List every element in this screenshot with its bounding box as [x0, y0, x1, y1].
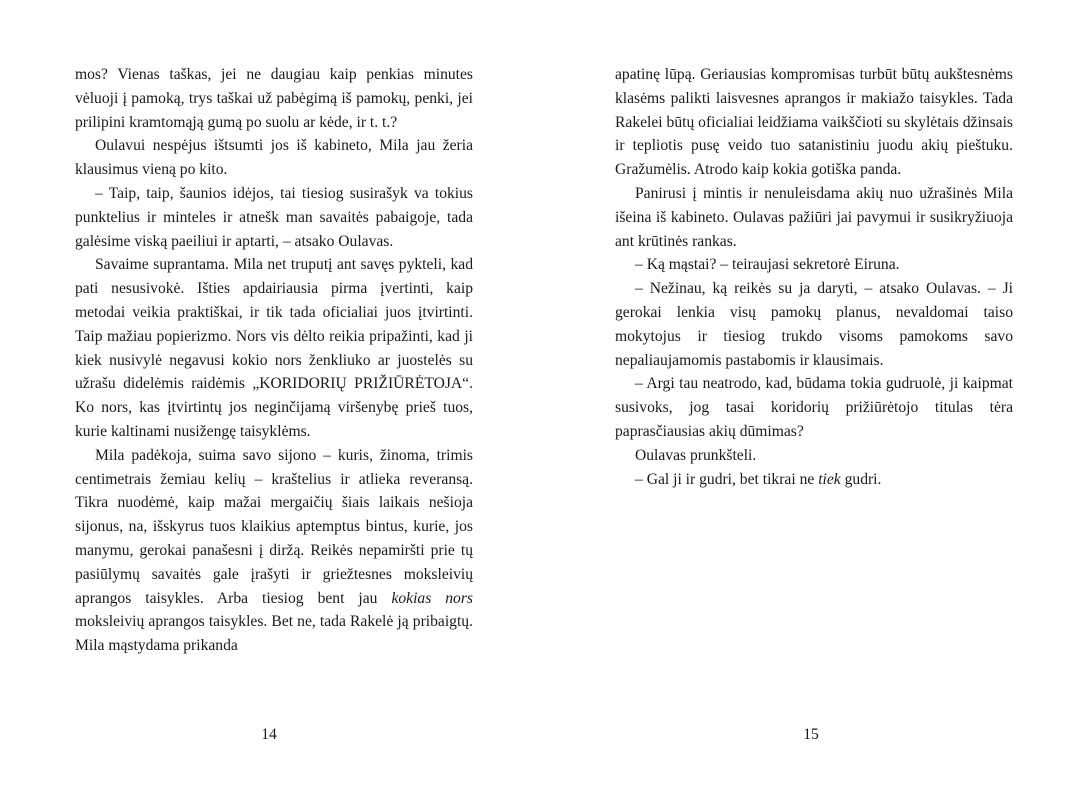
paragraph-text: gudri.: [840, 470, 882, 488]
paragraph: [75, 134, 473, 182]
paragraph-text: moksleivių aprangos taisykles. Bet ne, tada Rakelė ją pribaigtų. Mila mąstydama prikanda: [75, 613, 473, 655]
paragraph-text: – Taip, taip, šaunios idėjos, tai tiesiog susirašyk va tokius punktelius ir minteles ir atnešk man savaitės pabaigoje, tada galėsime viską paeiliui ir aptarti, – atsako Oulavas.: [75, 184, 473, 250]
paragraph: [75, 63, 473, 134]
paragraph-text: – Nežinau, ką reikės su ja daryti, – atsako Oulavas. – Ji gerokai lenkia visų pamokų planus, nevaldomai taiso mokytojus ir tiesiog trukdo visoms pamokoms savo nepaliaujamomis pastabomis ir klausimais.: [615, 280, 1013, 369]
paragraph: [615, 253, 1013, 277]
paragraph: [615, 182, 1013, 253]
paragraph: [615, 372, 1013, 443]
paragraph: [615, 63, 1013, 182]
paragraph-text: Oulavas prunkšteli.: [635, 446, 757, 464]
paragraph: [615, 444, 1013, 468]
left-page-text: [75, 63, 473, 658]
paragraph: [75, 253, 473, 443]
right-page-text: [615, 63, 1013, 491]
paragraph: [75, 182, 473, 253]
left-page-number: 14: [261, 726, 277, 743]
right-page: [540, 0, 1079, 800]
paragraph: [615, 277, 1013, 372]
italic-text: tiek: [818, 470, 841, 488]
paragraph-text: apatinę lūpą. Geriausias kompromisas turbūt būtų aukštesnėms klasėms palikti laisvesnes aprangos ir makiažo taisykles. Tada Rakelei būtų oficialiai leidžiama vaikščioti su skylėtais džinsais ir tepliotis pusę veido tuo satanistiniu juodu akių pieštuku. Gražumėlis. Atrodo kaip kokia gotiška panda.: [615, 66, 1013, 179]
paragraph: [615, 468, 1013, 492]
paragraph-text: – Gal ji ir gudri, bet tikrai ne: [635, 470, 819, 488]
paragraph-text: – Ką mąstai? – teiraujasi sekretorė Eiruna.: [635, 256, 900, 274]
paragraph-text: Panirusi į mintis ir nenuleisdama akių nuo užrašinės Mila išeina iš kabineto. Oulavas pažiūri jai pavymui ir susikryžiuoja ant krūtinės rankas.: [615, 184, 1013, 250]
right-page-number: 15: [803, 726, 819, 743]
paragraph-text: Oulavui nespėjus ištsumti jos iš kabineto, Mila jau žeria klausimus vieną po kito.: [75, 137, 473, 179]
paragraph-text: Savaime suprantama. Mila net truputį ant savęs pyktelі, kad pati nesusivokė. Išties apdairiausia pirma įvertinti, kaip metodai veikia praktiškai, ir tik tada oficialiai juos įtvirtinti. Taip mažiau popierizmo. Nors vis dėlto reikia pripažinti, kad ji kiek nusivylė negavusi kokio nors ženkliuko ar juostelės su užrašu didelėmis raidėmis „KORIDORIŲ PRIŽIŪRĖTOJA“. Ko nors, kas įtvirtintų jos neginčijamą viršenybę prieš tuos, kurie kaltinami nusižengę taisyklėms.: [75, 256, 473, 440]
paragraph-text: – Argi tau neatrodo, kad, būdama tokia gudruolė, ji kaipmat susivoks, jog tasai koridorių prižiūrėtojo titulas tėra paprasčiausias akių dūmimas?: [615, 375, 1013, 440]
paragraph: [75, 444, 473, 658]
paragraph-text: mos? Vienas taškas, jei ne daugiau kaip penkias minutes vėluoji į pamoką, trys taškai už pabėgimą iš pamokų, penki, jei prilipini kramtomąją gumą po suolu ar kėde, ir t. t.?: [75, 66, 473, 131]
paragraph-text: Mila padėkoja, suima savo sijono – kuris, žinoma, trimis centimetrais žemiau kelių – kraštelius ir atlieka reveransą. Tikra nuodėmė, kaip mažai mergaičių šiais laikais nešioja sijonus, na, išskyrus tuos klaikius aptemptus bintus, kurie, jos manymu, gerokai panašesni į diržą. Reikės nepamiršti prie tų pasiūlymų savaitės gale įrašyti ir griežtesnes moksleivių aprangos taisykles. Arba tiesiog bent jau: [75, 446, 473, 607]
italic-text: kokias nors: [391, 589, 473, 607]
